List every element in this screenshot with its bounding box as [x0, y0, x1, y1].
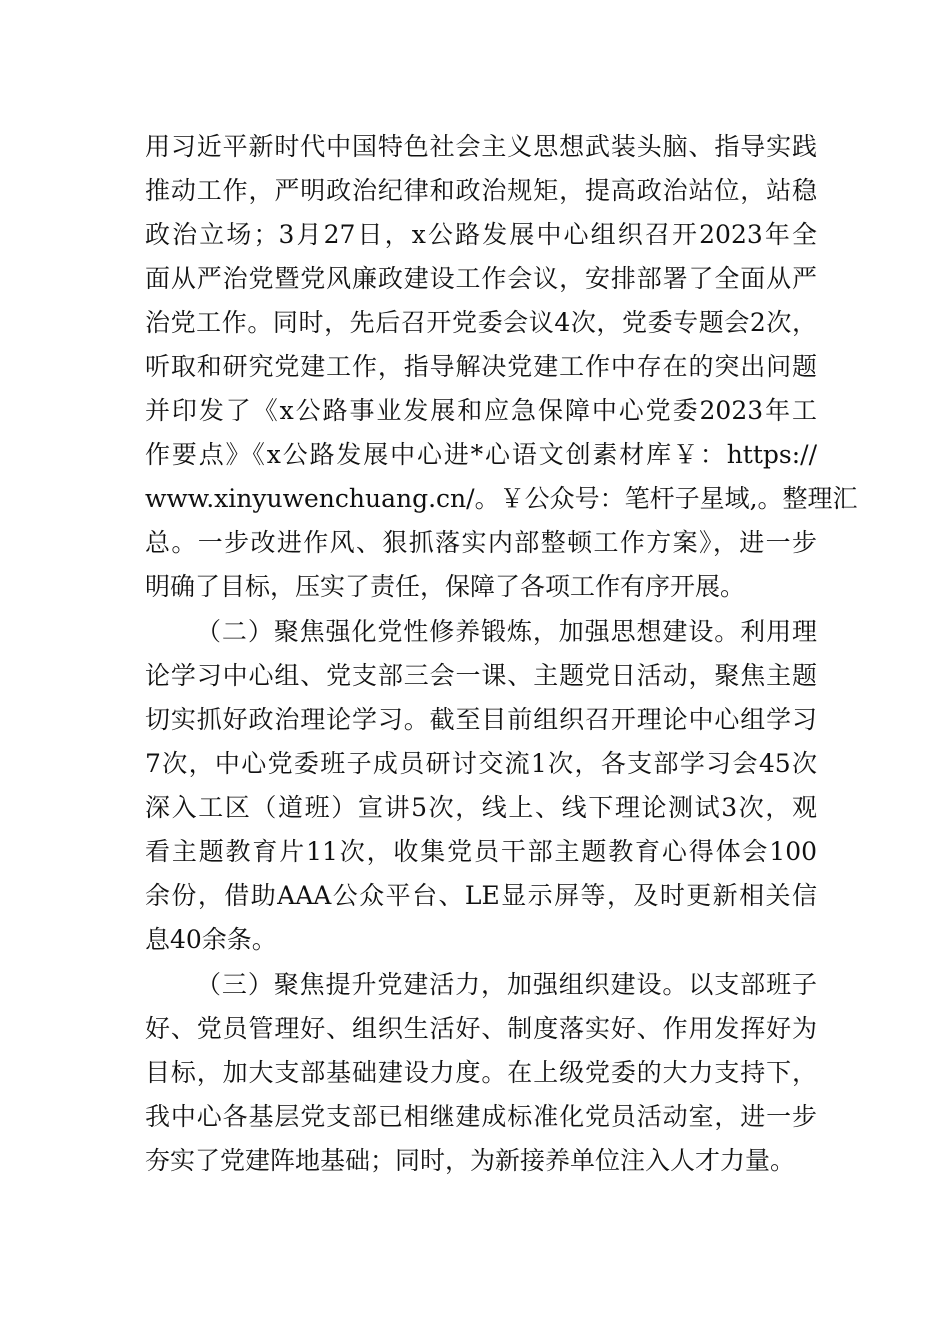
text-line: 目标，加大支部基础建设力度。在上级党委的大力支持下， — [145, 1058, 817, 1087]
text-line: 总。一步改进作风、狠抓落实内部整顿工作方案》，进一步 — [145, 528, 817, 557]
text-line: 息40余条。 — [145, 925, 277, 954]
text-line: 明确了目标，压实了责任，保障了各项工作有序开展。 — [145, 572, 746, 601]
text-line: 7次，中心党委班子成员研讨交流1次，各支部学习会45次 — [145, 749, 817, 778]
text-line: 面从严治党暨党风廉政建设工作会议，安排部署了全面从严 — [145, 264, 817, 293]
text-line: 看主题教育片11次，收集党员干部主题教育心得体会100 — [145, 837, 817, 866]
text-line: 听取和研究党建工作，指导解决党建工作中存在的突出问题 — [145, 352, 817, 381]
section-heading-line: （二）聚焦强化党性修养锻炼，加强思想建设。利用理 — [196, 617, 817, 646]
text-line: 论学习中心组、党支部三会一课、主题党日活动，聚焦主题 — [145, 661, 817, 690]
text-line: 切实抓好政治理论学习。截至目前组织召开理论中心组学习 — [145, 705, 817, 734]
section-heading-line: （三）聚焦提升党建活力，加强组织建设。以支部班子 — [196, 970, 817, 999]
text-line: 推动工作，严明政治纪律和政治规矩，提高政治站位，站稳 — [145, 176, 817, 205]
text-line: 深入工区（道班）宣讲5次，线上、线下理论测试3次，观 — [145, 793, 817, 822]
text-line: 用习近平新时代中国特色社会主义思想武装头脑、指导实践 — [145, 132, 817, 161]
text-line: 夯实了党建阵地基础；同时，为新接养单位注入人才力量。 — [145, 1146, 796, 1175]
text-line: 政治立场；3月27日，x公路发展中心组织召开2023年全 — [145, 220, 817, 249]
text-line: 我中心各基层党支部已相继建成标准化党员活动室，进一步 — [145, 1102, 817, 1131]
text-line: 好、党员管理好、组织生活好、制度落实好、作用发挥好为 — [145, 1014, 817, 1043]
text-line: 余份，借助AAA公众平台、LE显示屏等，及时更新相关信 — [145, 881, 817, 910]
text-line: 治党工作。同时，先后召开党委会议4次，党委专题会2次， — [145, 308, 817, 337]
text-line: 并印发了《x公路事业发展和应急保障中心党委2023年工 — [145, 396, 817, 425]
text-line: www.xinyuwenchuang.cn/。￥公众号：笔杆子星域,。整理汇 — [145, 484, 858, 513]
text-line: 作要点》《x公路发展中心进*心语文创素材库￥：https:// — [145, 440, 817, 469]
